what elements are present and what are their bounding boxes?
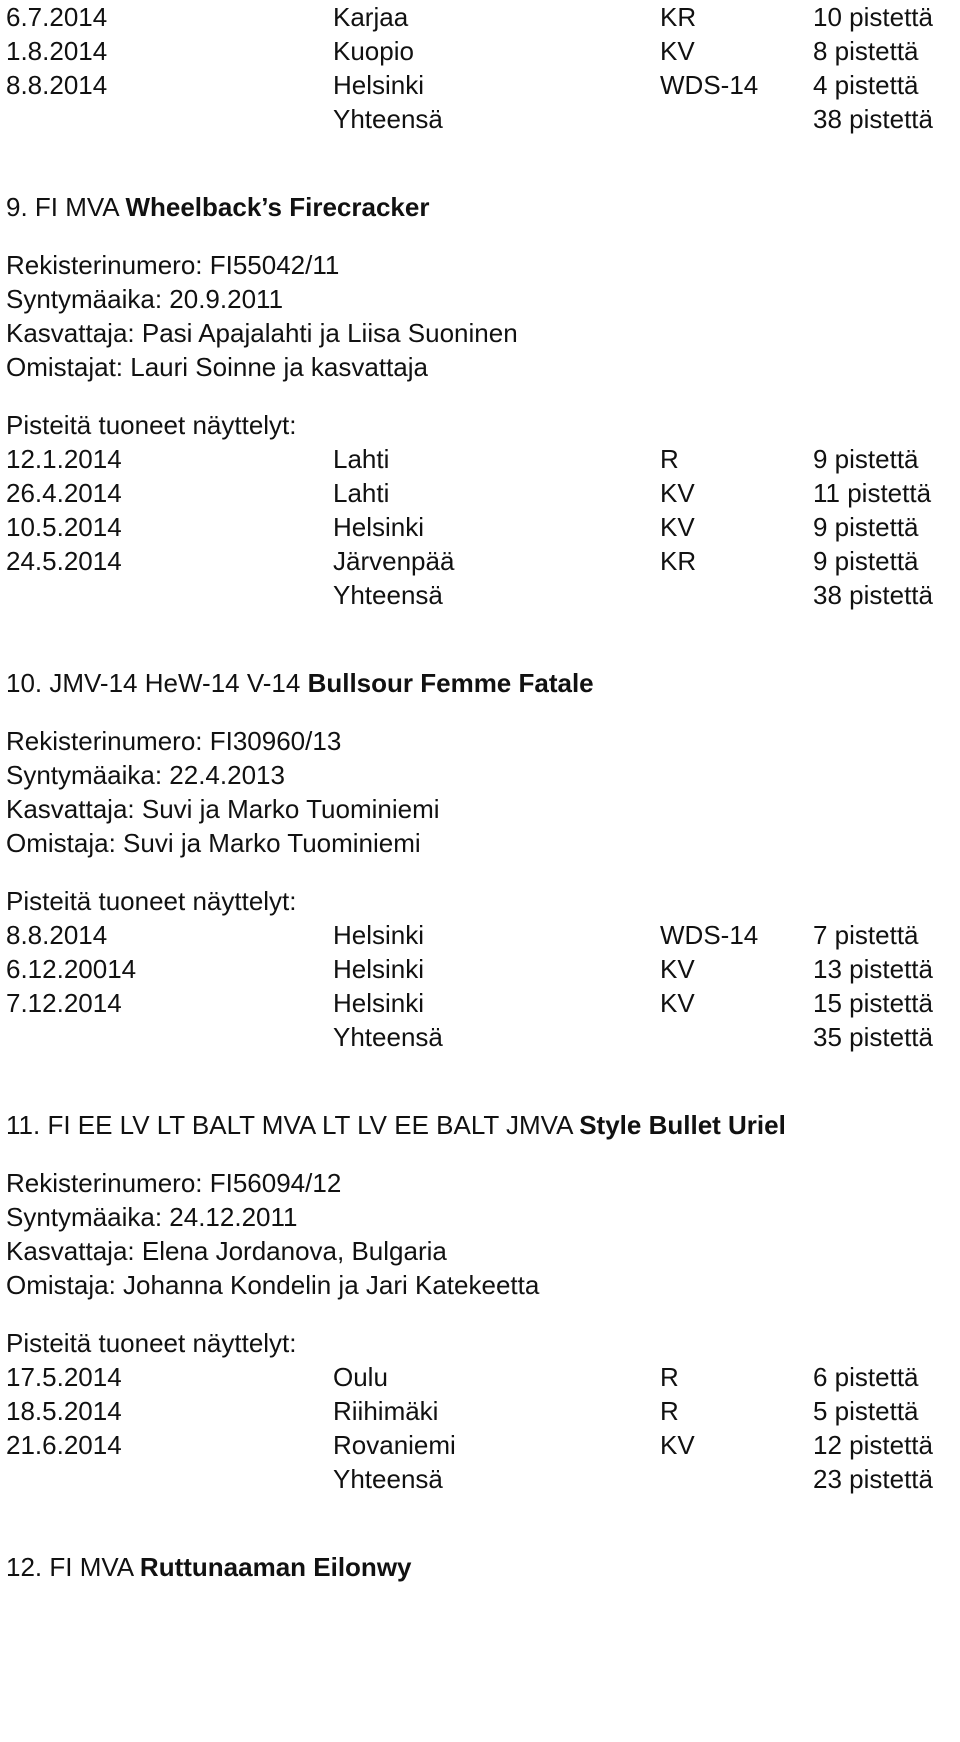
dog-name: Ruttunaaman Eilonwy <box>139 1552 412 1582</box>
total-row <box>6 578 956 612</box>
entry-heading <box>6 1108 956 1142</box>
entry-titles: 12. FI MVA <box>6 1552 133 1582</box>
result-place: Helsinki <box>333 920 425 950</box>
entry-heading <box>6 666 956 700</box>
dog-entry-12 <box>6 1550 956 1584</box>
result-points: 8 pistettä <box>813 36 919 66</box>
entry-titles: 10. JMV-14 HeW-14 V-14 <box>6 668 301 698</box>
result-row <box>6 952 956 986</box>
owner: Omistaja: Suvi ja Marko Tuominiemi <box>6 828 421 858</box>
result-date: 1.8.2014 <box>6 36 108 66</box>
result-row <box>6 0 956 34</box>
results-table-previous <box>6 0 956 136</box>
result-award: KV <box>660 954 695 984</box>
result-row <box>6 986 956 1020</box>
dog-entry-9 <box>6 190 956 612</box>
result-points: 13 pistettä <box>813 954 933 984</box>
result-date: 10.5.2014 <box>6 512 122 542</box>
total-label: Yhteensä <box>333 1022 443 1052</box>
result-place: Rovaniemi <box>333 1430 456 1460</box>
result-date: 21.6.2014 <box>6 1430 122 1460</box>
total-points: 38 pistettä <box>813 104 933 134</box>
birth-date: Syntymäaika: 22.4.2013 <box>6 760 285 790</box>
result-place: Riihimäki <box>333 1396 439 1426</box>
document-page <box>6 0 956 1584</box>
dog-entry-11 <box>6 1108 956 1496</box>
dog-entry-10 <box>6 666 956 1054</box>
result-award: WDS-14 <box>660 70 759 100</box>
result-award: KV <box>660 1430 695 1460</box>
result-row <box>6 68 956 102</box>
result-points: 5 pistettä <box>813 1396 919 1426</box>
result-place: Kuopio <box>333 36 414 66</box>
breeder: Kasvattaja: Pasi Apajalahti ja Liisa Suoninen <box>6 318 518 348</box>
result-points: 9 pistettä <box>813 444 919 474</box>
total-row <box>6 1462 956 1496</box>
shows-heading: Pisteitä tuoneet näyttelyt: <box>6 886 297 916</box>
result-points: 4 pistettä <box>813 70 919 100</box>
birth-date: Syntymäaika: 20.9.2011 <box>6 284 284 314</box>
result-row <box>6 544 956 578</box>
birth-date: Syntymäaika: 24.12.2011 <box>6 1202 298 1232</box>
result-row <box>6 1428 956 1462</box>
result-place: Helsinki <box>333 954 425 984</box>
result-points: 6 pistettä <box>813 1362 919 1392</box>
registration-number: Rekisterinumero: FI55042/11 <box>6 250 340 280</box>
result-place: Helsinki <box>333 512 425 542</box>
result-row <box>6 1360 956 1394</box>
result-award: KV <box>660 512 695 542</box>
result-points: 11 pistettä <box>813 478 932 508</box>
result-points: 12 pistettä <box>813 1430 933 1460</box>
result-place: Helsinki <box>333 70 425 100</box>
result-award: KR <box>660 2 697 32</box>
result-points: 15 pistettä <box>813 988 933 1018</box>
entry-heading <box>6 1550 956 1584</box>
result-place: Oulu <box>333 1362 388 1392</box>
result-date: 6.12.20014 <box>6 954 137 984</box>
result-award: KV <box>660 36 695 66</box>
result-points: 7 pistettä <box>813 920 919 950</box>
registration-number: Rekisterinumero: FI30960/13 <box>6 726 342 756</box>
result-award: KR <box>660 546 697 576</box>
total-row <box>6 102 956 136</box>
result-place: Karjaa <box>333 2 409 32</box>
result-date: 17.5.2014 <box>6 1362 122 1392</box>
result-row <box>6 1394 956 1428</box>
entry-heading <box>6 190 956 224</box>
total-label: Yhteensä <box>333 580 443 610</box>
breeder: Kasvattaja: Elena Jordanova, Bulgaria <box>6 1236 447 1266</box>
result-date: 18.5.2014 <box>6 1396 122 1426</box>
result-row <box>6 34 956 68</box>
result-date: 12.1.2014 <box>6 444 122 474</box>
result-row <box>6 476 956 510</box>
total-row <box>6 1020 956 1054</box>
result-date: 26.4.2014 <box>6 478 122 508</box>
dog-name: Style Bullet Uriel <box>579 1110 786 1140</box>
shows-heading: Pisteitä tuoneet näyttelyt: <box>6 1328 297 1358</box>
result-date: 7.12.2014 <box>6 988 122 1018</box>
owner: Omistajat: Lauri Soinne ja kasvattaja <box>6 352 428 382</box>
result-award: R <box>660 1362 679 1392</box>
result-date: 8.8.2014 <box>6 920 108 950</box>
result-award: KV <box>660 478 695 508</box>
total-label: Yhteensä <box>333 104 443 134</box>
dog-name: Bullsour Femme Fatale <box>307 668 594 698</box>
breeder: Kasvattaja: Suvi ja Marko Tuominiemi <box>6 794 440 824</box>
dog-name: Wheelback’s Firecracker <box>125 192 430 222</box>
result-award: R <box>660 1396 679 1426</box>
result-date: 8.8.2014 <box>6 70 108 100</box>
result-place: Järvenpää <box>333 546 455 576</box>
result-award: WDS-14 <box>660 920 759 950</box>
result-place: Helsinki <box>333 988 425 1018</box>
result-place: Lahti <box>333 478 390 508</box>
total-points: 35 pistettä <box>813 1022 933 1052</box>
registration-number: Rekisterinumero: FI56094/12 <box>6 1168 342 1198</box>
owner: Omistaja: Johanna Kondelin ja Jari Katekeetta <box>6 1270 540 1300</box>
result-place: Lahti <box>333 444 390 474</box>
result-row <box>6 510 956 544</box>
total-label: Yhteensä <box>333 1464 443 1494</box>
shows-heading: Pisteitä tuoneet näyttelyt: <box>6 410 297 440</box>
total-points: 38 pistettä <box>813 580 933 610</box>
result-award: R <box>660 444 679 474</box>
entry-titles: 11. FI EE LV LT BALT MVA LT LV EE BALT JMVA <box>6 1110 572 1140</box>
result-points: 9 pistettä <box>813 512 919 542</box>
result-row <box>6 442 956 476</box>
result-points: 10 pistettä <box>813 2 933 32</box>
result-date: 6.7.2014 <box>6 2 108 32</box>
result-date: 24.5.2014 <box>6 546 122 576</box>
entry-titles: 9. FI MVA <box>6 192 119 222</box>
result-points: 9 pistettä <box>813 546 919 576</box>
result-award: KV <box>660 988 695 1018</box>
total-points: 23 pistettä <box>813 1464 933 1494</box>
result-row <box>6 918 956 952</box>
